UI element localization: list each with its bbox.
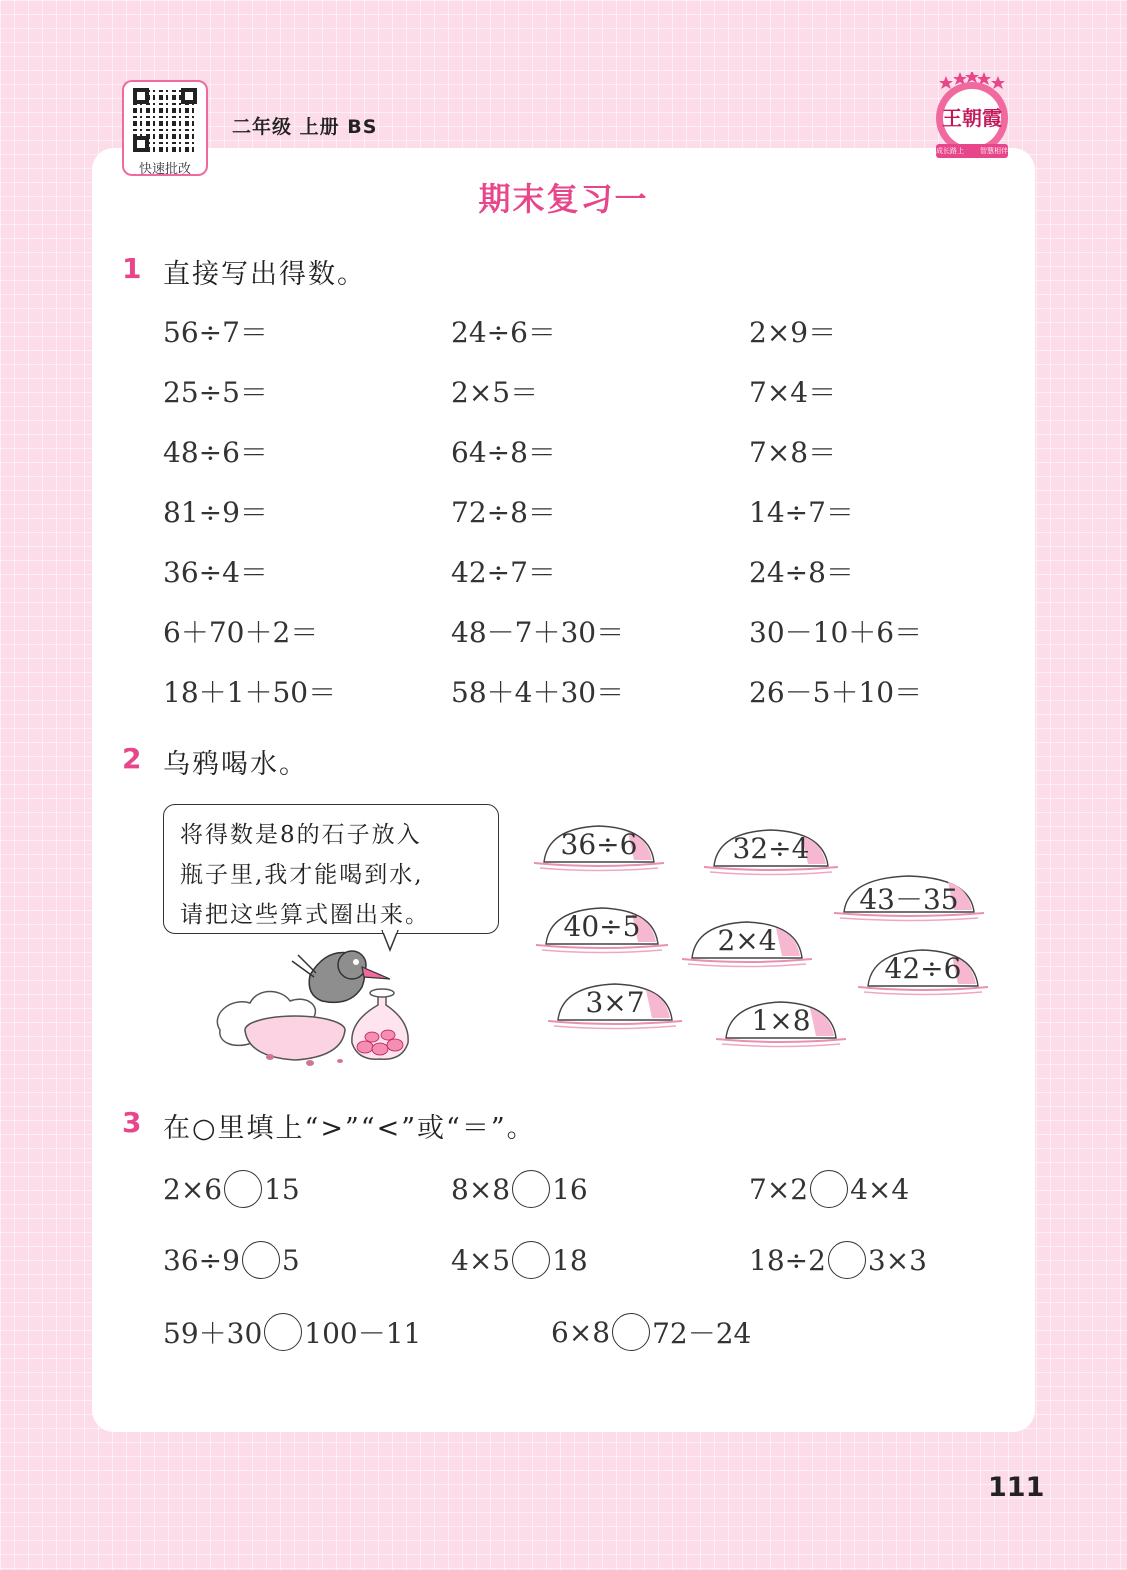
calc-item: 48－7＋30＝ (451, 616, 625, 649)
answer-circle[interactable] (242, 1241, 280, 1279)
compare-right: 15 (264, 1172, 300, 1206)
compare-right: 100－11 (304, 1317, 422, 1350)
compare-item (749, 1170, 909, 1208)
logo-text: 王朝霞 (942, 106, 1002, 130)
compare-right: 4×4 (850, 1172, 910, 1206)
stone-label: 32÷4 (732, 832, 810, 865)
stone-expression[interactable] (858, 946, 988, 996)
question-number: 3 (122, 1106, 142, 1139)
question-text: 在○里填上“>”“<”或“＝”。 (163, 1113, 536, 1144)
qr-code[interactable] (122, 80, 208, 176)
calc-item: 6＋70＋2＝ (163, 616, 319, 649)
calc-item: 42÷7＝ (451, 556, 556, 589)
compare-left: 4×5 (451, 1243, 511, 1277)
logo-tagline-right: 智慧相伴 (980, 147, 1008, 155)
calc-item: 72÷8＝ (451, 496, 556, 529)
compare-right: 72－24 (652, 1317, 752, 1350)
calc-item: 56÷7＝ (163, 316, 268, 349)
answer-circle[interactable] (264, 1313, 302, 1351)
brand-logo (932, 72, 1012, 160)
bubble-line: 瓶子里,我才能喝到水, (180, 862, 424, 888)
stone-label: 40÷5 (563, 910, 641, 943)
stone-expression[interactable] (682, 918, 812, 968)
calc-item: 18＋1＋50＝ (163, 676, 337, 709)
answer-circle[interactable] (224, 1170, 262, 1208)
stone-expression[interactable] (716, 998, 846, 1048)
answer-circle[interactable] (828, 1241, 866, 1279)
page-title: 期末复习一 (478, 180, 649, 218)
compare-item (451, 1241, 588, 1279)
qr-finder (133, 88, 149, 104)
logo-tagline-left: 成长路上 (936, 147, 964, 155)
calc-item: 26－5＋10＝ (749, 676, 923, 709)
question-number: 2 (122, 742, 142, 775)
compare-right: 3×3 (867, 1243, 927, 1277)
speech-bubble (163, 804, 499, 934)
stone-expression[interactable] (536, 904, 668, 954)
compare-item (749, 1241, 927, 1279)
calc-item: 24÷6＝ (451, 316, 556, 349)
bubble-line: 请把这些算式圈出来。 (180, 902, 430, 928)
compare-left: 8×8 (451, 1172, 511, 1206)
stone-label: 43－35 (859, 883, 959, 916)
compare-left: 18÷2 (749, 1243, 826, 1277)
stone-label: 42÷6 (884, 952, 962, 985)
compare-right: 16 (552, 1172, 588, 1206)
answer-circle[interactable] (512, 1170, 550, 1208)
calc-item: 58＋4＋30＝ (451, 676, 625, 709)
calc-item: 64÷8＝ (451, 436, 556, 469)
stone-expression[interactable] (834, 872, 984, 922)
stone-label: 3×7 (585, 986, 645, 1019)
calc-item: 14÷7＝ (749, 496, 854, 529)
bubble-line: 将得数是8的石子放入 (180, 822, 422, 848)
compare-item (451, 1170, 588, 1208)
question-number: 1 (122, 252, 142, 285)
answer-circle[interactable] (810, 1170, 848, 1208)
qr-finder (133, 136, 149, 152)
compare-right: 5 (281, 1243, 300, 1277)
answer-circle[interactable] (612, 1313, 650, 1351)
stone-label: 1×8 (751, 1004, 811, 1037)
calc-item: 30－10＋6＝ (749, 616, 923, 649)
calc-item: 2×5＝ (451, 376, 539, 409)
compare-left: 6×8 (551, 1315, 611, 1349)
calc-item: 36÷4＝ (163, 556, 268, 589)
grade-label: 二年级 上册 BS (232, 116, 378, 138)
compare-right: 18 (552, 1243, 588, 1277)
qr-finder (181, 88, 197, 104)
compare-item (163, 1170, 300, 1208)
calc-item: 2×9＝ (749, 316, 837, 349)
calc-item: 48÷6＝ (163, 436, 268, 469)
compare-left: 2×6 (163, 1172, 223, 1206)
compare-item (163, 1241, 300, 1279)
calc-item: 25÷5＝ (163, 376, 268, 409)
stone-expression[interactable] (548, 980, 682, 1030)
question-text: 直接写出得数。 (163, 259, 366, 290)
compare-left: 36÷9 (163, 1243, 240, 1277)
crow-illustration (210, 935, 440, 1070)
calc-item: 7×8＝ (749, 436, 837, 469)
compare-item (163, 1312, 421, 1352)
page-number: 111 (988, 1472, 1045, 1503)
stone-expression[interactable] (704, 826, 838, 876)
stone-label: 36÷6 (560, 828, 638, 861)
compare-left: 59＋30 (163, 1317, 263, 1350)
compare-item (551, 1312, 751, 1352)
answer-circle[interactable] (512, 1241, 550, 1279)
qr-label: 快速批改 (138, 162, 191, 177)
calc-item: 24÷8＝ (749, 556, 854, 589)
question-text: 乌鸦喝水。 (163, 749, 308, 780)
stone-label: 2×4 (717, 924, 777, 957)
calc-item: 81÷9＝ (163, 496, 268, 529)
calc-item: 7×4＝ (749, 376, 837, 409)
compare-left: 7×2 (749, 1172, 809, 1206)
stone-expression[interactable] (534, 822, 664, 872)
